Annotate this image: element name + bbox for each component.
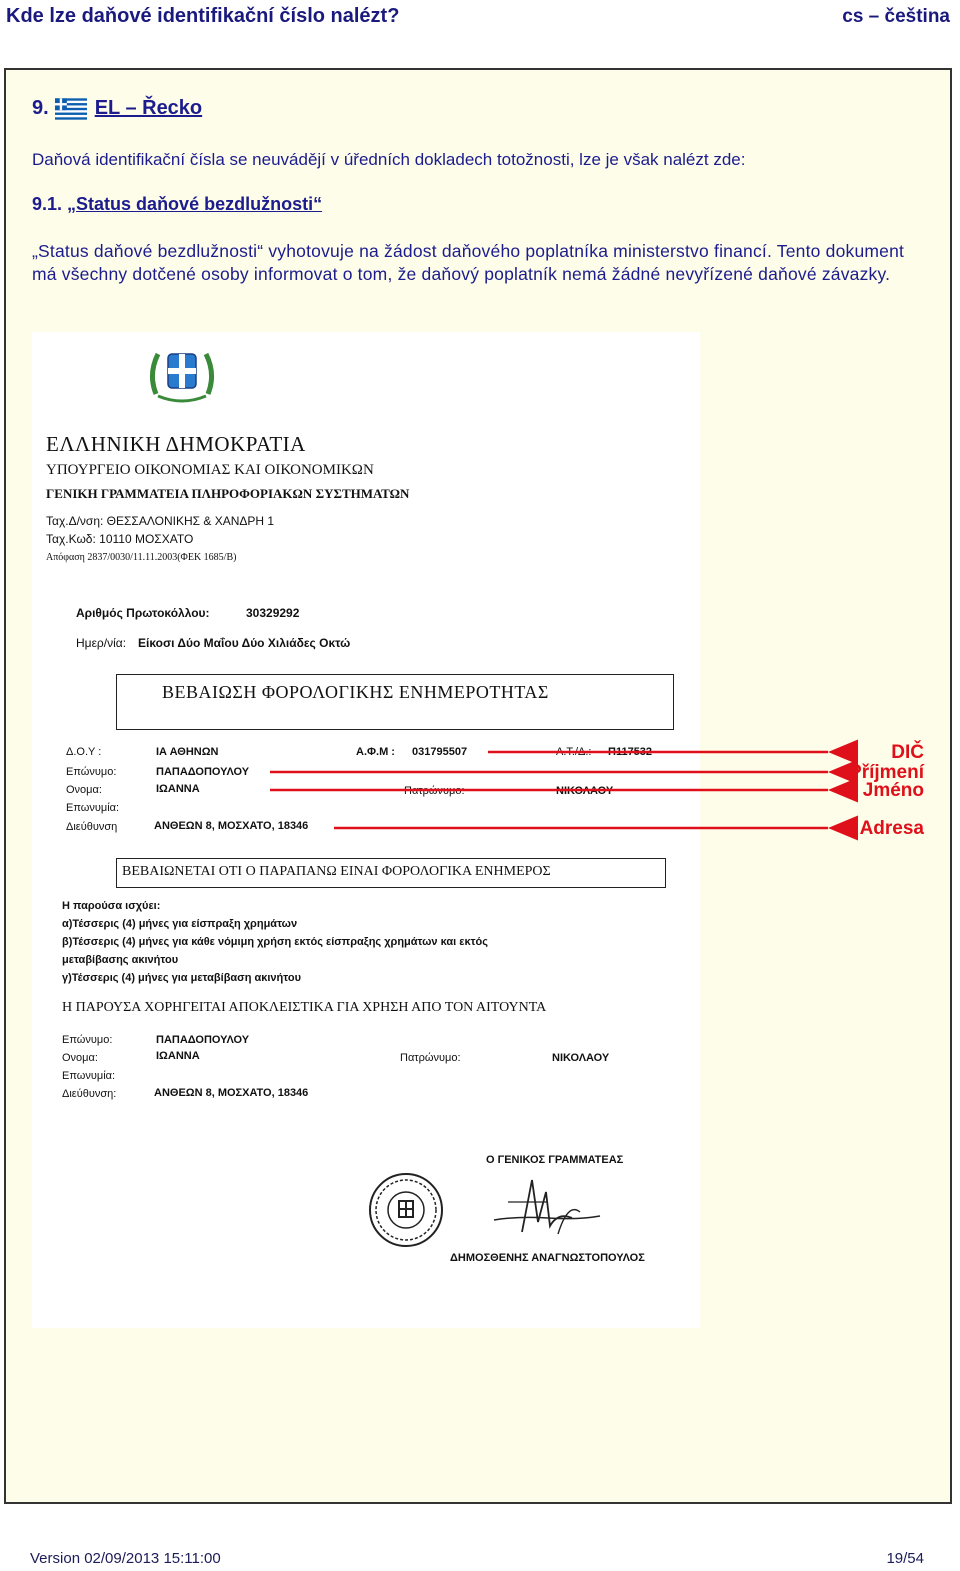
street2-value: ΑΝΘΕΩΝ 8, ΜΟΣΧΑΤΟ, 18346	[154, 1087, 309, 1099]
certificate-title: ΒΕΒΑΙΩΣΗ ΦΟΡΟΛΟΓΙΚΗΣ ΕΝΗΜΕΡΟΤΗΤΑΣ	[162, 682, 549, 702]
secretariat-line: ΓΕΝΙΚΗ ΓΡΑΜΜΑΤΕΙΑ ΠΛΗΡΟΦΟΡΙΑΚΩΝ ΣΥΣΤΗΜΑΤΩΝ	[46, 486, 410, 501]
intro-text: Daňová identifikační čísla se neuvádějí v úředních dokladech totožnosti, lze je však nalézt zde:	[32, 150, 746, 169]
father2-value: ΝΙΚΟΛΑΟΥ	[552, 1052, 610, 1064]
date-label: Ημερ/νία:	[76, 636, 127, 650]
father-label: Πατρώνυμο:	[404, 785, 465, 797]
subsection-number: 9.1.	[32, 194, 63, 214]
language-label: cs – čeština	[842, 6, 950, 27]
certify-statement: ΒΕΒΑΙΩΝΕΤΑΙ ΟΤΙ Ο ΠΑΡΑΠΑΝΩ ΕΙΝΑΙ ΦΟΡΟΛΟΓΙΚΑ ΕΝΗΜΕΡΟΣ	[122, 864, 551, 879]
id-value: Π117532	[608, 746, 653, 758]
secretary-title: Ο ΓΕΝΙΚΟΣ ΓΡΑΜΜΑΤΕΑΣ	[486, 1154, 624, 1166]
street-value: ΑΝΘΕΩΝ 8, ΜΟΣΧΑΤΟ, 18346	[154, 820, 309, 832]
country-name: EL – Řecko	[94, 97, 203, 119]
version-footer: Version 02/09/2013 15:11:00	[30, 1550, 221, 1567]
father2-label: Πατρώνυμο:	[400, 1052, 461, 1064]
surname-label: Επώνυμο:	[66, 766, 117, 778]
validity-b: β)Τέσσερις (4) μήνες για κάθε νόμιμη χρήση εκτός είσπραξης χρημάτων και εκτός	[62, 936, 488, 948]
company-label: Επωνυμία:	[66, 802, 120, 814]
name2-label: Ονομα:	[62, 1052, 98, 1064]
validity-b-cont: μεταβίβασης ακινήτου	[62, 954, 179, 966]
father-value: ΝΙΚΟΛΑΟΥ	[556, 785, 614, 797]
surname2-label: Επώνυμο:	[62, 1034, 113, 1046]
republic-heading: ΕΛΛΗΝΙΚΗ ΔΗΜΟΚΡΑΤΙΑ	[46, 432, 306, 456]
name-value: ΙΩΑΝΝΑ	[156, 783, 200, 795]
street2-label: Διεύθυνση:	[62, 1088, 117, 1100]
certificate-image	[32, 332, 700, 1328]
street-label: Διεύθυνση	[66, 821, 118, 833]
annotation-surname: Příjmení	[849, 762, 924, 783]
company2-label: Επωνυμία:	[62, 1070, 116, 1082]
description-paragraph: „Status daňové bezdlužnosti“ vyhotovuje na žádost daňového poplatníka ministerstvo financí. Tento dokument má všechny dotčené osoby informovat o tom, že daňový poplatník nemá žádné nevyřízené daňové závazky.	[32, 241, 905, 284]
page-header	[0, 0, 960, 34]
validity-a: α)Τέσσερις (4) μήνες για είσπραξη χρημάτων	[62, 918, 298, 930]
office-postcode: Ταχ.Κωδ: 10110 ΜΟΣΧΑΤΟ	[46, 532, 194, 546]
office-address: Ταχ.Δ/νση: ΘΕΣΣΑΛΟΝΙΚΗΣ & ΧΑΝΔΡΗ 1	[46, 514, 275, 528]
name2-value: ΙΩΑΝΝΑ	[156, 1050, 200, 1062]
section-number: 9.	[32, 97, 49, 119]
doy-label: Δ.Ο.Υ :	[66, 746, 102, 758]
greek-flag-icon	[55, 98, 87, 120]
date-value: Είκοσι Δύο Μαΐου Δύο Χιλιάδες Οκτώ	[138, 636, 351, 650]
annotation-name: Jméno	[862, 780, 924, 801]
name-label: Ονομα:	[66, 784, 102, 796]
signature-icon	[488, 1172, 608, 1242]
protocol-label: Αριθμός Πρωτοκόλλου:	[76, 606, 210, 620]
secretary-name: ΔΗΜΟΣΘΕΝΗΣ ΑΝΑΓΝΩΣΤΟΠΟΥΛΟΣ	[450, 1252, 645, 1264]
id-label: Α.Τ./Δ.:	[556, 746, 592, 758]
surname2-value: ΠΑΠΑΔΟΠΟΥΛΟΥ	[156, 1034, 250, 1046]
afm-label: Α.Φ.Μ :	[356, 746, 395, 758]
page-number: 19/54	[886, 1550, 924, 1567]
surname-value: ΠΑΠΑΔΟΠΟΥΛΟΥ	[156, 766, 250, 778]
content-panel	[4, 68, 952, 1504]
subsection-title: „Status daňové bezdlužnosti“	[67, 194, 323, 214]
protocol-number: 30329292	[246, 606, 300, 620]
page-title: Kde lze daňové identifikační číslo nalézt?	[6, 5, 400, 27]
validity-heading: Η παρούσα ισχύει:	[62, 900, 161, 912]
doy-value: ΙΑ ΑΘΗΝΩΝ	[156, 746, 219, 758]
issued-statement: Η ΠΑΡΟΥΣΑ ΧΟΡΗΓΕΙΤΑΙ ΑΠΟΚΛΕΙΣΤΙΚΑ ΓΙΑ ΧΡΗΣΗ ΑΠΟ ΤΟΝ ΑΙΤΟΥΝΤΑ	[62, 1000, 547, 1015]
afm-value: 031795507	[412, 746, 468, 758]
annotation-address: Adresa	[859, 818, 924, 839]
validity-c: γ)Τέσσερις (4) μήνες για μεταβίβαση ακινήτου	[62, 972, 301, 984]
ministry-line: ΥΠΟΥΡΓΕΙΟ ΟΙΚΟΝΟΜΙΑΣ ΚΑΙ ΟΙΚΟΝΟΜΙΚΩΝ	[46, 462, 374, 478]
annotation-tax-id: DIČ	[891, 742, 924, 763]
subsection-heading	[32, 194, 322, 215]
greek-emblem-icon	[146, 344, 218, 404]
section-heading	[32, 97, 202, 120]
official-seal-icon	[366, 1170, 446, 1250]
decision-reference: Απόφαση 2837/0030/11.11.2003(ΦΕΚ 1685/Β)	[46, 552, 237, 563]
